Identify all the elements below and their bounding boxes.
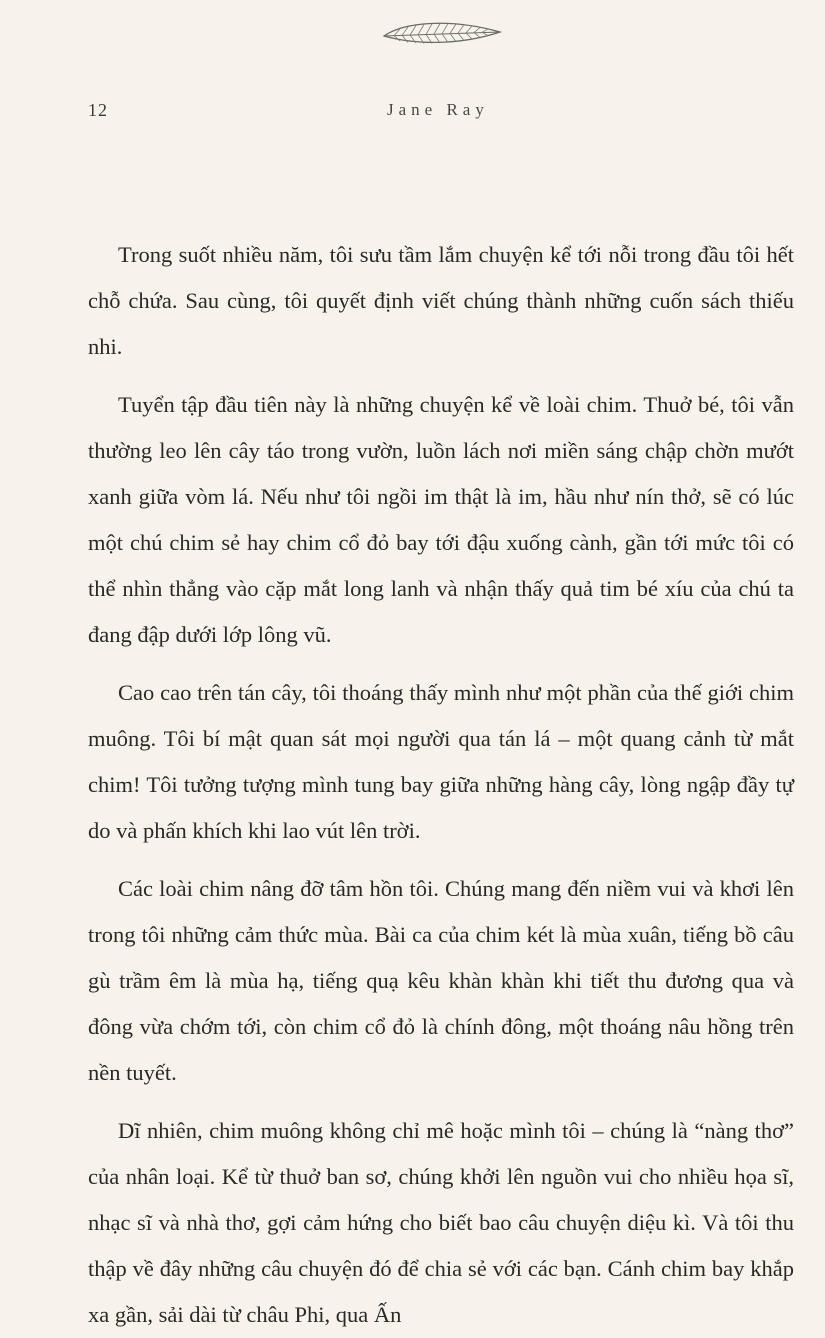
paragraph: Dĩ nhiên, chim muông không chỉ mê hoặc mình tôi – chúng là “nàng thơ” của nhân loại. Kể từ thuở ban sơ, chúng khởi lên nguồn vui cho nhiều họa sĩ, nhạc sĩ và nhà thơ, gợi cảm hứng cho biết bao câu chuyện diệu kì. Và tôi thu thập về đây những câu chuyện đó để chia sẻ với các bạn. Cánh chim bay khắp xa gần, sải dài từ châu Phi, qua Ấn: [88, 1118, 794, 1327]
feather-icon: [380, 16, 504, 52]
running-head-author: Jane Ray: [387, 100, 489, 119]
paragraph: Cao cao trên tán cây, tôi thoáng thấy mình như một phần của thế giới chim muông. Tôi bí mật quan sát mọi người qua tán lá – một quang cảnh từ mắt chim! Tôi tưởng tượng mình tung bay giữa những hàng cây, lòng ngập đầy tự do và phấn khích khi lao vút lên trời.: [88, 680, 794, 843]
paragraph: Trong suốt nhiều năm, tôi sưu tầm lắm chuyện kể tới nỗi trong đầu tôi hết chỗ chứa. Sau cùng, tôi quyết định viết chúng thành những cuốn sách thiếu nhi.: [88, 242, 794, 359]
body-text: [88, 232, 794, 1338]
page-number: 12: [88, 100, 108, 120]
paragraph: Các loài chim nâng đỡ tâm hồn tôi. Chúng mang đến niềm vui và khơi lên trong tôi những cảm thức mùa. Bài ca của chim két là mùa xuân, tiếng bồ câu gù trầm êm là mùa hạ, tiếng quạ kêu khàn khàn khi tiết thu đương qua và đông vừa chớm tới, còn chim cổ đỏ là chính đông, một thoáng nâu hồng trên nền tuyết.: [88, 876, 794, 1085]
paragraph: Tuyển tập đầu tiên này là những chuyện kể về loài chim. Thuở bé, tôi vẫn thường leo lên cây táo trong vườn, luồn lách nơi miền sáng chập chờn mướt xanh giữa vòm lá. Nếu như tôi ngồi im thật là im, hầu như nín thở, sẽ có lúc một chú chim sẻ hay chim cổ đỏ bay tới đậu xuống cành, gần tới mức tôi có thể nhìn thẳng vào cặp mắt long lanh và nhận thấy quả tim bé xíu của chú ta đang đập dưới lớp lông vũ.: [88, 392, 794, 647]
page-header: [0, 100, 825, 130]
